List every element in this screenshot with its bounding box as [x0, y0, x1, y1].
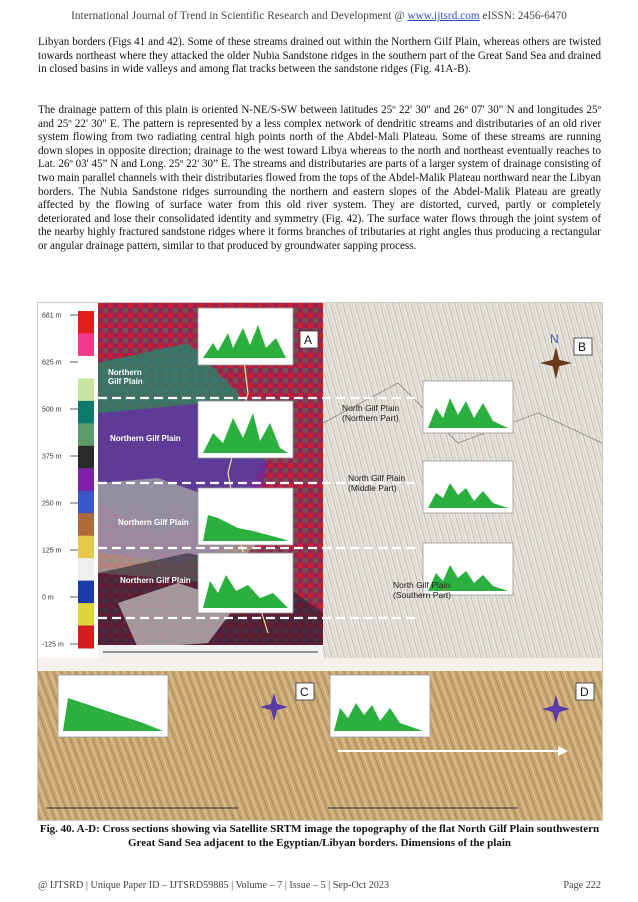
legend-color-swatch: [78, 491, 94, 514]
legend-color-swatch: [78, 558, 94, 581]
footer-left: @ IJTSRD | Unique Paper ID – IJTSRD59885 | Volume – 7 | Issue – 5 | Sep-Oct 2023: [38, 880, 390, 891]
map-label-a2: Gilf Plain: [108, 377, 143, 386]
legend-color-swatch: [78, 468, 94, 491]
legend-tick-label: 681 m: [42, 312, 62, 320]
legend-tick-label: 375 m: [42, 453, 62, 461]
page-number: Page 222: [563, 880, 601, 891]
legend-color-swatch: [78, 401, 94, 424]
legend-tick-label: -125 m: [42, 641, 64, 649]
legend-color-swatch: [78, 581, 94, 604]
panel-letter-b: B: [578, 340, 587, 354]
legend-tick-label: 500 m: [42, 406, 62, 414]
paragraph-1: Libyan borders (Figs 41 and 42). Some of these streams drained out within the Northern Gilf Plain, whereas others are twisted towards northeast where they attacked the older Nubia Sandstone ridges in the southern part of the Great Sand Sea and drained in closed basins in wide valleys and among flat tracks between the sandstone ridges (Fig. 41A-B).: [38, 36, 601, 76]
map-label-b2: (Northern Part): [342, 413, 399, 423]
map-label-b6: (Southern Part): [393, 590, 452, 600]
journal-link[interactable]: www.ijtsrd.com: [407, 10, 480, 22]
legend-tick-label: 0 m: [42, 594, 54, 602]
panel-a-dem-map: [98, 303, 323, 658]
legend-color-swatch: [78, 446, 94, 469]
legend-color-swatch: [78, 356, 94, 379]
legend-color-swatch: [78, 626, 94, 649]
map-label-b4: (Middle Part): [348, 483, 397, 493]
legend-color-swatch: [78, 513, 94, 536]
map-label-b5: North Gilf Plain: [393, 580, 451, 590]
map-label-b3: North Gilf Plain: [348, 473, 406, 483]
elevation-legend: [38, 303, 98, 658]
panel-letter-c: C: [300, 685, 309, 699]
legend-color-swatch: [78, 536, 94, 559]
legend-tick-label: 250 m: [42, 500, 62, 508]
map-label-a1: Northern: [108, 368, 142, 377]
compass-letter: N: [550, 332, 559, 346]
panel-d-satellite: [320, 671, 602, 820]
figure-caption: Fig. 40. A-D: Cross sections showing via Satellite SRTM image the topography of the flat North Gilf Plain southwestern Great Sand Sea adjacent to the Egyptian/Libyan borders. Dimensions of the plain: [39, 823, 600, 849]
legend-color-swatch: [78, 423, 94, 446]
figure-40: [37, 302, 603, 821]
legend-tick-label: 625 m: [42, 359, 62, 367]
legend-tick-label: 125 m: [42, 547, 62, 555]
map-label-a3: Northern Gilf Plain: [110, 434, 181, 443]
panel-b-satellite: [323, 303, 602, 658]
page-footer: [38, 880, 601, 891]
figure-40-image: [38, 303, 602, 820]
header-suffix: eISSN: 2456-6470: [479, 10, 567, 22]
panel-c-satellite: [38, 671, 320, 820]
legend-color-swatch: [78, 603, 94, 626]
paragraph-2: The drainage pattern of this plain is oriented N-NE/S-SW between latitudes 25º 22' 30" and 26º 07' 30" N and longitudes 25º and 25º 22' 30" E. The pattern is represented by a less complex network of dendritic streams and distributaries of an old river system flowing from two radiating central high points north of the Abdel-Mali Plateau. Some of these streams are running down slopes in opposite direction; drainage to the west toward Libya whereas to the north and northeast eventually reaches to Lat. 26º 03' 45” N and Long. 25º 22' 30” E. The streams and distributaries are parts of a larger system of drainage consisting of two main parallel channels with their distributaries flowed from the tops of the Abdel-Malik Plateau northward near the Libyan borders. The Nubia Sandstone ridges surrounding the northern and eastern slopes of the Abdel-Malik Plateau are greatly affected by the flowing of surface water from this old river system. They are distorted, curved, partly or completely deteriorated and lose their consolidated identity and symmetry (Fig. 42). The surface water flows through the joint system of the nearby highly fractured sandstone ridges where it forms branches of tributaries at right angles thus producing a rectangular or angular drainage pattern, similar to that produced by groundwater sapping process.: [38, 104, 601, 252]
map-label-a4: Northern Gilf Plain: [118, 518, 189, 527]
panel-letter-a: A: [304, 333, 313, 347]
legend-color-swatch: [78, 378, 94, 401]
panel-letter-d: D: [580, 685, 589, 699]
legend-color-swatch: [78, 311, 94, 334]
header-prefix: International Journal of Trend in Scientific Research and Development @: [71, 10, 408, 22]
journal-header: [0, 10, 638, 22]
map-label-b1: North Gilf Plain: [342, 403, 400, 413]
map-label-a5: Northern Gilf Plain: [120, 576, 191, 585]
legend-color-swatch: [78, 333, 94, 356]
